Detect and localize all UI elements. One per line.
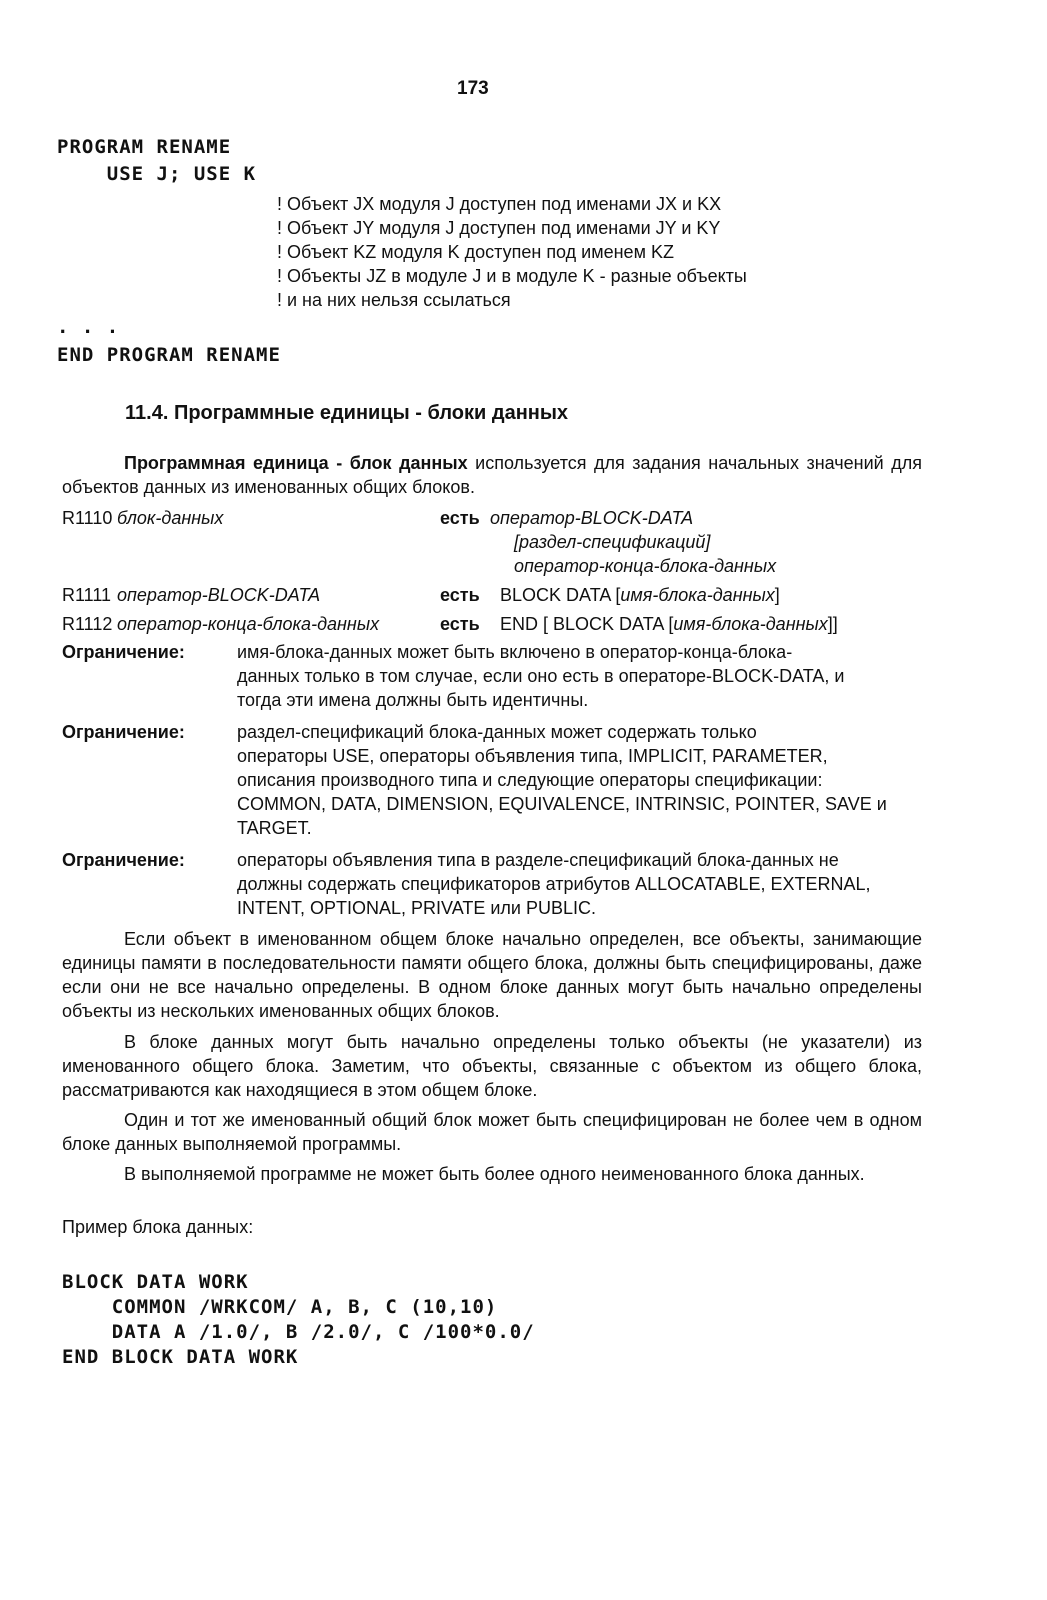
section-number: 11.4. — [125, 402, 169, 424]
rule-rhs-text: BLOCK DATA [ — [500, 585, 621, 605]
rule-rhs-text: END [ BLOCK DATA [ — [500, 614, 674, 634]
constraint-line: имя-блока-данных может быть включено в оператор-конца-блока- — [237, 642, 793, 662]
rule-is: есть — [440, 508, 480, 528]
code-comment: ! Объект JY модуля J доступен под именами JY и KY — [277, 218, 721, 238]
constraint-line: тогда эти имена должны быть идентичны. — [237, 690, 589, 710]
constraint-label: Ограничение: — [62, 850, 185, 870]
code-line: DATA A /1.0/, B /2.0/, C /100*0.0/ — [62, 1321, 535, 1343]
example-label: Пример блока данных: — [62, 1217, 254, 1237]
rule-id: R1110 — [62, 508, 113, 528]
constraint-line: TARGET. — [237, 818, 312, 838]
rule-rhs-end: ]] — [827, 614, 838, 634]
constraint-text — [237, 720, 922, 840]
intro-term: Программная единица - блок данных — [124, 453, 468, 473]
code-comment: ! и на них нельзя ссылаться — [277, 290, 511, 310]
code-line: BLOCK DATA WORK — [62, 1271, 249, 1293]
constraint-line: операторы USE, операторы объявления типа, IMPLICIT, PARAMETER, — [237, 746, 828, 766]
constraint-label: Ограничение: — [62, 642, 185, 662]
constraint-line: должны содержать спецификаторов атрибутов ALLOCATABLE, EXTERNAL, — [237, 874, 871, 894]
rule-id: R1111 — [62, 585, 112, 605]
code-line: USE J; USE K — [57, 163, 257, 185]
code-line: PROGRAM RENAME — [57, 136, 232, 158]
intro-text: используется для задания начальных значений для объектов данных из именованных общих блоков. — [62, 453, 922, 497]
page-number: 173 — [457, 78, 489, 99]
rule-id: R1112 — [62, 614, 113, 634]
code-comment: ! Объект JX модуля J доступен под именами JX и KX — [277, 194, 722, 214]
constraint-text — [237, 640, 922, 712]
code-line: END PROGRAM RENAME — [57, 344, 281, 366]
constraint-line: раздел-спецификаций блока-данных может содержать только — [237, 722, 757, 742]
intro-paragraph — [62, 451, 922, 499]
rule-rhs: оператор-BLOCK-DATA — [490, 508, 694, 528]
rule-rhs-name: имя-блока-данных — [673, 614, 828, 634]
code-ellipsis: . . . — [57, 316, 120, 338]
rule-lhs: блок-данных — [117, 508, 224, 528]
constraint-line: данных только в том случае, если оно есть в операторе-BLOCK-DATA, и — [237, 666, 845, 686]
rule-rhs-cont: оператор-конца-блока-данных — [514, 556, 777, 576]
constraint-line: описания производного типа и следующие операторы спецификации: — [237, 770, 823, 790]
code-line: END BLOCK DATA WORK — [62, 1346, 299, 1368]
rule-rhs-cont: [раздел-спецификаций] — [514, 532, 711, 552]
rule-is: есть — [440, 585, 480, 605]
constraint-text — [237, 848, 922, 920]
rule-rhs-end: ] — [774, 585, 780, 605]
paragraph: Один и тот же именованный общий блок может быть специфицирован не более чем в одном блоке данных выполняемой программы. — [62, 1110, 922, 1154]
constraint-line: INTENT, OPTIONAL, PRIVATE или PUBLIC. — [237, 898, 597, 918]
code-comment: ! Объекты JZ в модуле J и в модуле K - разные объекты — [277, 266, 747, 286]
rule-is: есть — [440, 614, 480, 634]
section-heading — [125, 402, 568, 425]
rule-rhs-name: имя-блока-данных — [620, 585, 775, 605]
code-comment: ! Объект KZ модуля K доступен под именем KZ — [277, 242, 674, 262]
constraint-line: COMMON, DATA, DIMENSION, EQUIVALENCE, INTRINSIC, POINTER, SAVE и — [237, 794, 887, 814]
paragraph: Если объект в именованном общем блоке начально определен, все объекты, занимающие единицы памяти в последовательности памяти общего блока, должны быть специфицированы, даже если они не все начально определены. В одном блоке данных могут быть начально определены объекты из нескольких именованных общих блоков. — [62, 929, 922, 1021]
constraint-line: операторы объявления типа в разделе-спецификаций блока-данных не — [237, 850, 839, 870]
paragraph: В выполняемой программе не может быть более одного неименованного блока данных. — [124, 1164, 865, 1184]
section-title: Программные единицы - блоки данных — [173, 402, 569, 424]
paragraph: В блоке данных могут быть начально определены только объекты (не указатели) из именованного общего блока. Заметим, что объекты, связанные с объектом из общего блока, рассматриваются как находящиеся в этом общем блоке. — [62, 1032, 922, 1100]
constraint-label: Ограничение: — [62, 722, 185, 742]
rule-rhs — [500, 583, 780, 607]
code-line: COMMON /WRKCOM/ A, B, C (10,10) — [62, 1296, 498, 1318]
rule-lhs: оператор-конца-блока-данных — [117, 614, 380, 634]
rule-rhs — [500, 612, 838, 636]
rule-lhs: оператор-BLOCK-DATA — [117, 585, 321, 605]
